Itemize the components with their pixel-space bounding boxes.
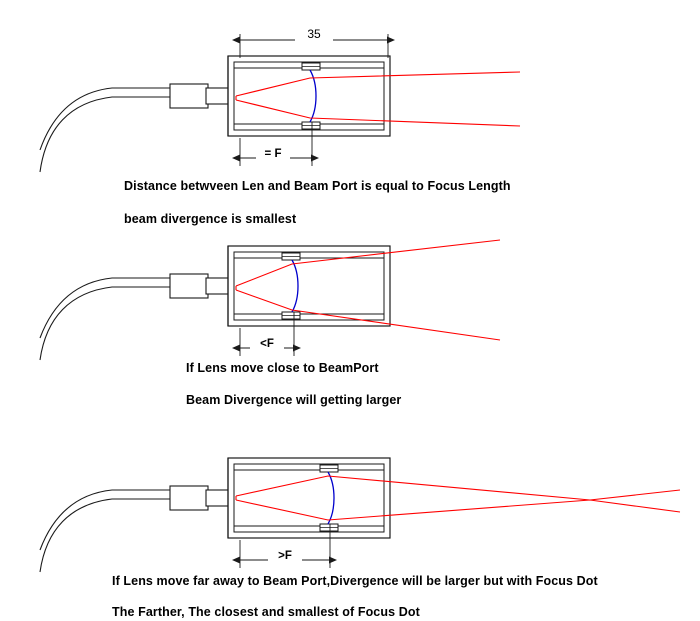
fiber-cable-2 (40, 278, 172, 360)
dimension-bottom-1-label: = F (264, 148, 282, 160)
panel-3-drawing (40, 458, 680, 572)
panel-2-caption-line-1: If Lens move close to BeamPort (186, 361, 379, 375)
dimension-top-1 (240, 26, 388, 58)
housing-3 (228, 458, 390, 538)
connector-sleeve-3 (170, 486, 230, 510)
dimension-bottom-3-label: >F (278, 550, 292, 562)
fiber-cable-3 (40, 490, 172, 572)
fiber-cable-1 (40, 88, 172, 172)
connector-sleeve-2 (170, 274, 230, 298)
dimension-bottom-2-label: <F (260, 338, 274, 350)
connector-sleeve-1 (170, 84, 230, 108)
panel-1-caption-line-1: Distance betwveen Len and Beam Port is equal to Focus Length (124, 179, 511, 193)
panel-1-caption-line-2: beam divergence is smallest (124, 212, 297, 226)
panel-2-drawing (40, 240, 500, 360)
panel-3-caption-line-1: If Lens move far away to Beam Port,Divergence will be larger but with Focus Dot (112, 574, 598, 588)
panel-3-caption-line-2: The Farther, The closest and smallest of Focus Dot (112, 605, 420, 619)
panel-1-drawing (40, 26, 520, 172)
dimension-top-1-label: 35 (307, 27, 321, 41)
housing-2 (228, 246, 390, 326)
panel-2-caption-line-2: Beam Divergence will getting larger (186, 393, 402, 407)
